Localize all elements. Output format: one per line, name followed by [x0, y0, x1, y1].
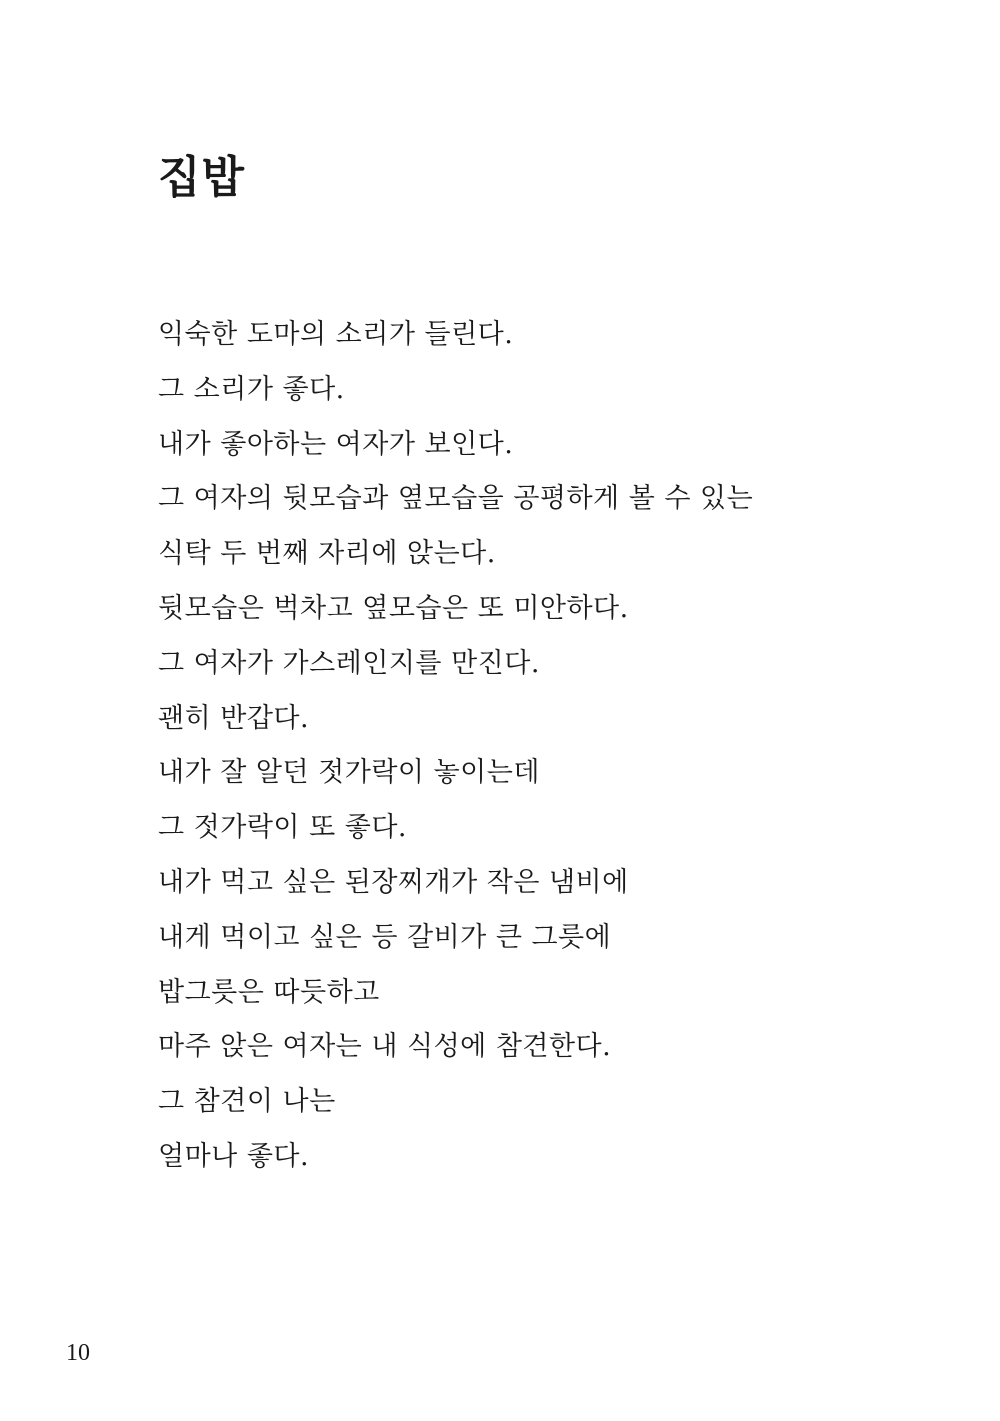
poem-line: 뒷모습은 벅차고 옆모습은 또 미안하다. [158, 592, 629, 624]
poem-line: 그 참견이 나는 [158, 1086, 336, 1118]
poem-line: 내게 먹이고 싶은 등 갈비가 큰 그릇에 [158, 921, 612, 953]
poem-line: 내가 먹고 싶은 된장찌개가 작은 냄비에 [158, 866, 629, 898]
poem-line: 내가 좋아하는 여자가 보인다. [158, 428, 514, 460]
poem-line: 밥그릇은 따듯하고 [158, 976, 380, 1008]
poem-line: 식탁 두 번째 자리에 앉는다. [158, 538, 496, 570]
poem-title: 집밥 [158, 152, 246, 203]
poem-line: 마주 앉은 여자는 내 식성에 참견한다. [158, 1031, 612, 1063]
poem-line: 얼마나 좋다. [158, 1140, 310, 1172]
poem-line: 그 여자의 뒷모습과 옆모습을 공평하게 볼 수 있는 [158, 483, 754, 515]
poem-line: 그 젓가락이 또 좋다. [158, 812, 407, 844]
poem-line: 그 여자가 가스레인지를 만진다. [158, 647, 540, 679]
page-number: 10 [66, 1340, 90, 1366]
poem-line: 괜히 반갑다. [158, 702, 310, 734]
poem-line: 그 소리가 좋다. [158, 373, 345, 405]
poem-body [158, 312, 753, 1189]
poem-line: 익숙한 도마의 소리가 들린다. [158, 319, 514, 350]
poem-line: 내가 잘 알던 젓가락이 놓이는데 [158, 757, 540, 789]
